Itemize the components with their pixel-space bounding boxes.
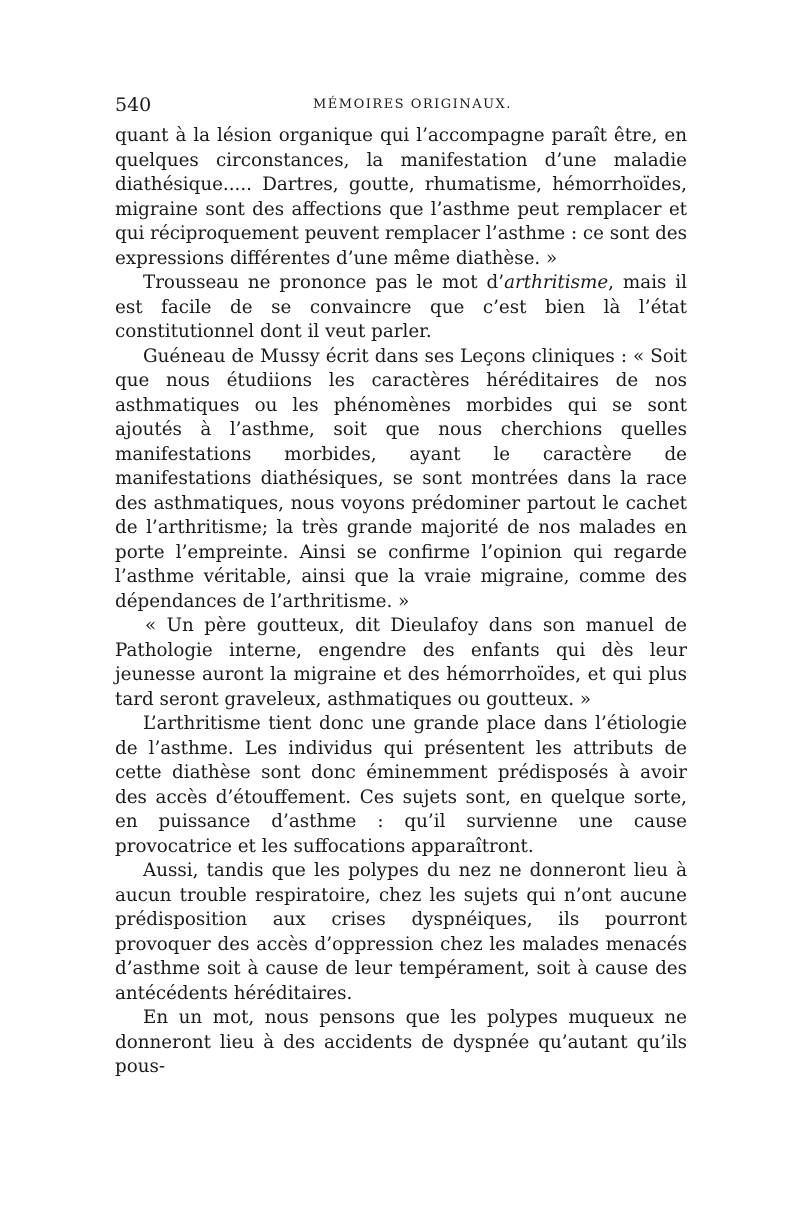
page-number: 540 <box>115 94 152 116</box>
book-page <box>115 94 687 1080</box>
paragraph-1: quant à la lésion organique qui l’accompagne paraît être, en quelques circonstances, la manifestation d’une maladie diathésique..... Dartres, goutte, rhumatisme, hémorrhoïdes, migraine sont des affections que l’asthme peut remplacer et qui réciproquement peuvent remplacer l’asthme : ce sont des expressions différentes d’une même diathèse. » <box>115 125 688 269</box>
body-text <box>115 124 687 1080</box>
paragraph-2 <box>115 271 687 345</box>
running-title: MÉMOIRES ORIGINAUX. <box>313 97 512 112</box>
paragraph-2-before: Trousseau ne prononce pas le mot d’ <box>143 272 505 293</box>
paragraph-6: Aussi, tandis que les polypes du nez ne donneront lieu à aucun trouble respiratoire, chez les sujets qui n’ont aucune prédisposition aux crises dyspnéiques, ils pourront provoquer des accès d’oppression chez les malades menacés d’asthme soit à cause de leur tempérament, soit à cause des antécédents héréditaires. <box>115 860 687 1004</box>
paragraph-4: « Un père goutteux, dit Dieulafoy dans son manuel de Pathologie interne, engendre des enfants qui dès leur jeunesse auront la migraine et des hémorrhoïdes, et qui plus tard seront graveleux, asthmatiques ou goutteux. » <box>115 615 687 710</box>
paragraph-2-after: , mais il est facile de se convaincre que c’est bien là l’état constitutionnel dont il veut parler. <box>115 272 687 342</box>
running-head <box>115 94 687 124</box>
paragraph-7: En un mot, nous pensons que les polypes muqueux ne donneront lieu à des accidents de dyspnée qu’autant qu’ils pous- <box>115 1007 687 1077</box>
paragraph-5: L’arthritisme tient donc une grande place dans l’étiologie de l’asthme. Les individus qui présentent les attributs de cette diathèse sont donc éminemment prédisposés à avoir des accès d’étouffement. Ces sujets sont, en quelque sorte, en puissance d’asthme : qu’il survienne une cause provocatrice et les suffocations apparaîtront. <box>115 713 687 857</box>
paragraph-3: Guéneau de Mussy écrit dans ses Leçons cliniques : « Soit que nous étudiions les caractères héréditaires de nos asthmatiques ou les phénomènes morbides qui se sont ajoutés à l’asthme, soit que nous cherchions quelles manifestations morbides, ayant le caractère de manifestations diathésiques, se sont montrées dans la race des asthmatiques, nous voyons prédominer partout le cachet de l’arthritisme; la très grande majorité de nos malades en porte l’empreinte. Ainsi se confirme l’opinion qui regarde l’asthme véritable, ainsi que la vraie migraine, comme des dépendances de l’arthritisme. » <box>115 345 687 612</box>
emphasis-arthritisme: arthritisme <box>504 272 609 293</box>
